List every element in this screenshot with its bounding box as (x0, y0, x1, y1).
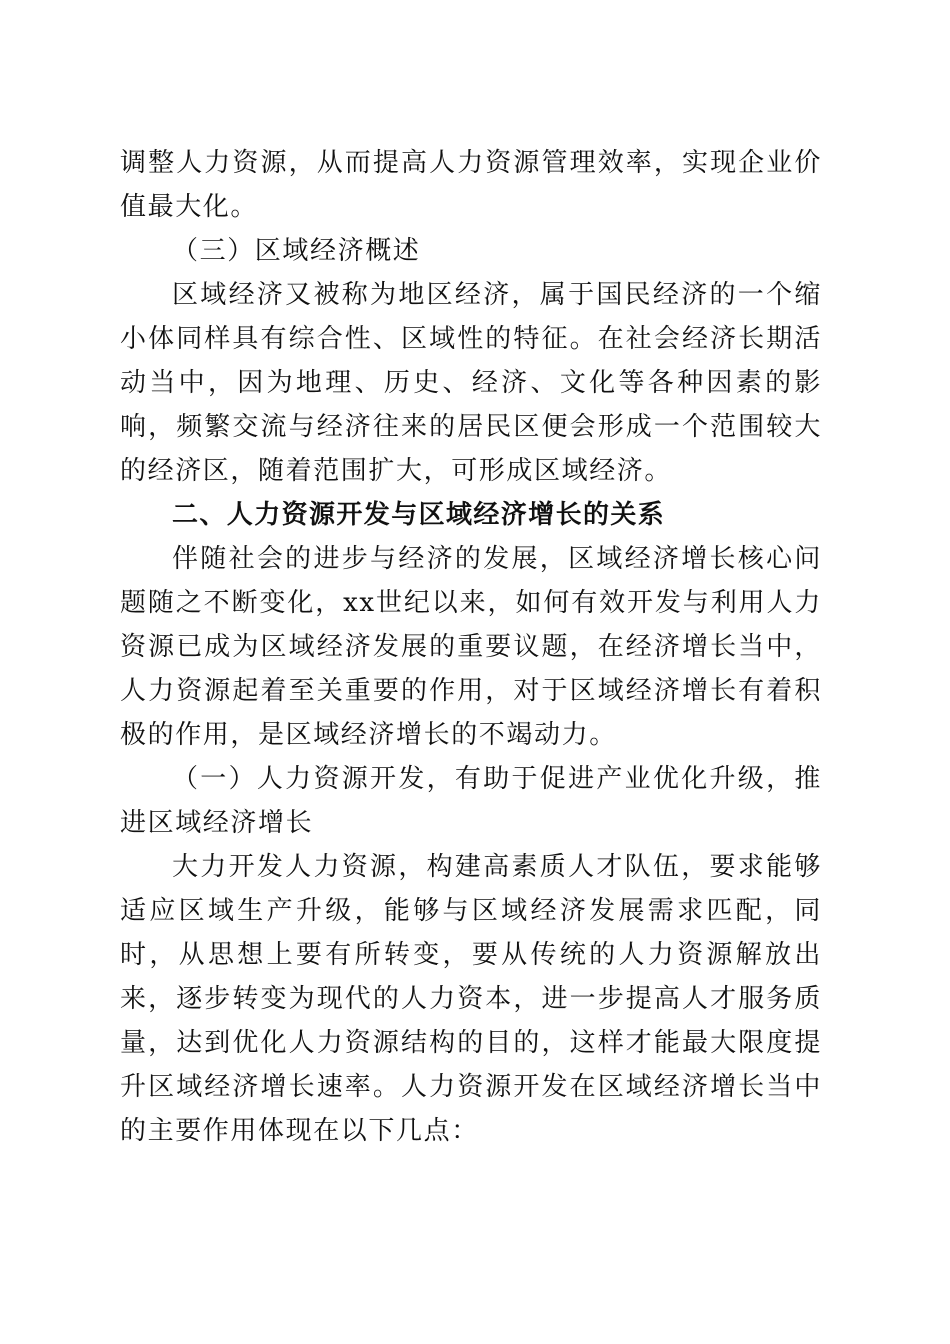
paragraph-relationship: 伴随社会的进步与经济的发展，区域经济增长核心问题随之不断变化，xx世纪以来，如何有效开发与利用人力资源已成为区域经济发展的重要议题，在经济增长当中，人力资源起着至关重要的作用，对于区域经济增长有着积极的作用，是区域经济增长的不竭动力。 (120, 544, 822, 750)
paragraph-regional-economy: 区域经济又被称为地区经济，属于国民经济的一个缩小体同样具有综合性、区域性的特征。在社会经济长期活动当中，因为地理、历史、经济、文化等各种因素的影响，频繁交流与经济往来的居民区便会形成一个范围较大的经济区，随着范围扩大，可形成区域经济。 (120, 280, 822, 486)
document-body (120, 141, 822, 1153)
section-subheading-3: （三）区域经济概述 (172, 236, 421, 266)
section-heading-2: 二、人力资源开发与区域经济增长的关系 (172, 500, 666, 530)
paragraph-continued: 调整人力资源，从而提高人力资源管理效率，实现企业价值最大化。 (120, 148, 822, 222)
section-subheading-1: （一）人力资源开发，有助于促进产业优化升级，推进区域经济增长 (120, 764, 822, 838)
paragraph-development: 大力开发人力资源，构建高素质人才队伍，要求能够适应区域生产升级，能够与区域经济发展需求匹配，同时，从思想上要有所转变，要从传统的人力资源解放出来，逐步转变为现代的人力资本，进一步提高人才服务质量，达到优化人力资源结构的目的，这样才能最大限度提升区域经济增长速率。人力资源开发在区域经济增长当中的主要作用体现在以下几点： (120, 852, 822, 1146)
